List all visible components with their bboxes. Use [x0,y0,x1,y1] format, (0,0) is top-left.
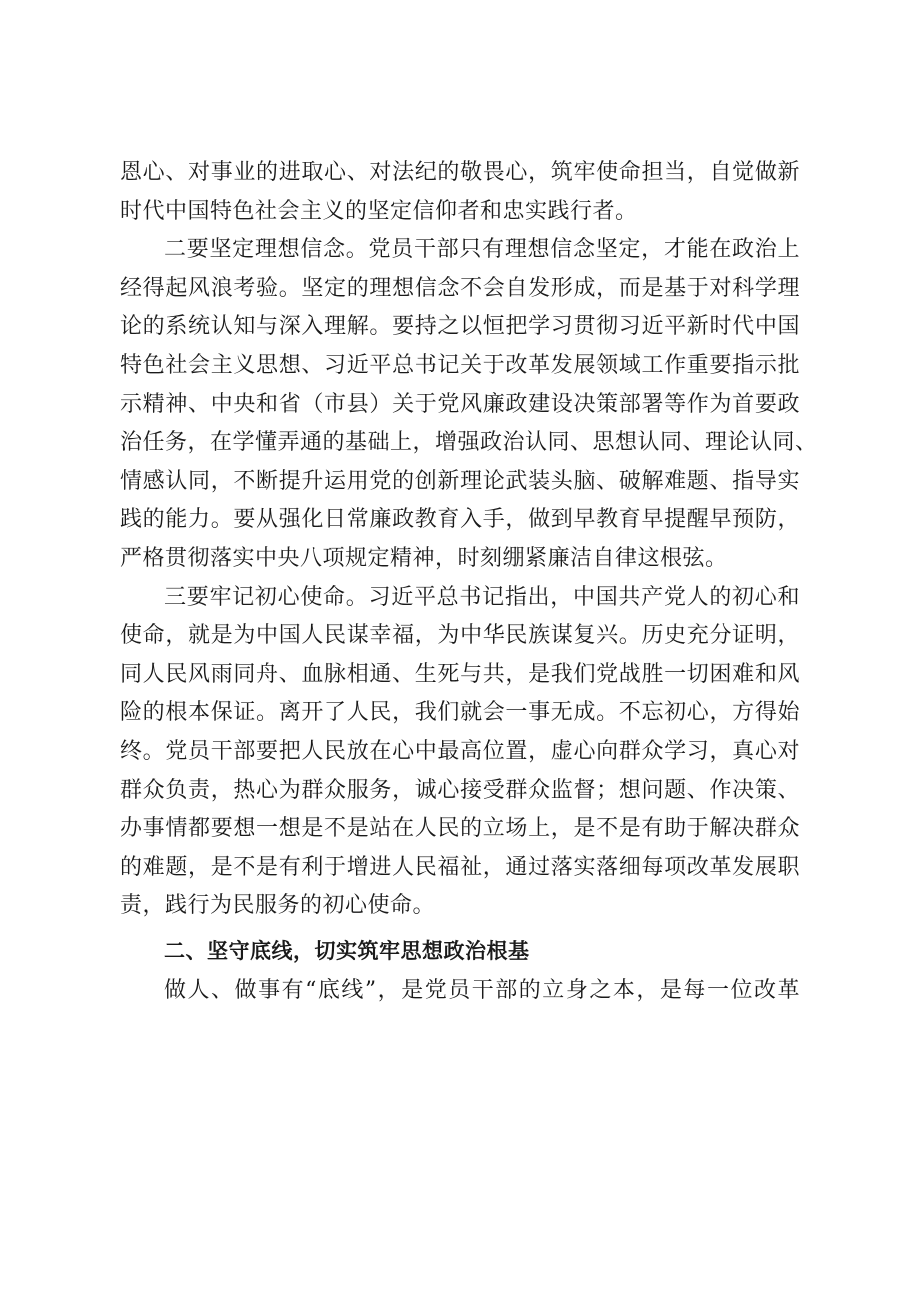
text-line: 时代中国特色社会主义的坚定信仰者和忠实践行者。 [120,198,638,224]
text-line: 情感认同，不断提升运用党的创新理论武装头脑、破解难题、指导实 [120,468,800,494]
text-line: 论的系统认知与深入理解。要持之以恒把学习贯彻习近平新时代中国 [120,314,800,340]
text-line: 治任务，在学懂弄通的基础上，增强政治认同、思想认同、理论认同、 [120,430,818,456]
text-line: 做人、做事有“底线”，是党员干部的立身之本，是每一位改革 [164,977,800,1003]
text-line: 办事情都要想一想是不是站在人民的立场上，是不是有助于解决群众 [120,816,800,842]
text-line: 终。党员干部要把人民放在心中最高位置，虚心向群众学习，真心对 [120,738,800,764]
text-line: 特色社会主义思想、习近平总书记关于改革发展领域工作重要指示批 [120,352,800,378]
text-line: 使命，就是为中国人民谋幸福，为中华民族谋复兴。历史充分证明， [120,623,800,649]
text-line: 示精神、中央和省（市县）关于党风廉政建设决策部署等作为首要政 [120,391,800,417]
text-line: 责，践行为民服务的初心使命。 [120,893,436,919]
text-line: 三要牢记初心使命。习近平总书记指出，中国共产党人的初心和 [164,584,800,610]
text-line: 严格贯彻落实中央八项规定精神，时刻绷紧廉洁自律这根弦。 [120,545,728,571]
text-line: 经得起风浪考验。坚定的理想信念不会自发形成，而是基于对科学理 [120,275,800,301]
document-body [120,154,818,1010]
text-line: 同人民风雨同舟、血脉相通、生死与共，是我们党战胜一切困难和风 [120,661,800,687]
text-line: 群众负责，热心为群众服务，诚心接受群众监督；想问题、作决策、 [120,777,800,803]
text-line: 险的根本保证。离开了人民，我们就会一事无成。不忘初心，方得始 [120,700,800,726]
paragraph-continuation [120,154,800,231]
text-line: 的难题，是不是有利于增进人民福祉，通过落实落细每项改革发展职 [120,854,800,880]
text-line: 践的能力。要从强化日常廉政教育入手，做到早教育早提醒早预防， [120,507,800,533]
text-line: 二要坚定理想信念。党员干部只有理想信念坚定，才能在政治上 [164,237,800,263]
section-heading: 二、坚守底线，切实筑牢思想政治根基 [164,938,530,963]
text-line: 恩心、对事业的进取心、对法纪的敬畏心，筑牢使命担当，自觉做新 [120,160,800,185]
paragraph-ideals-and-convictions [120,231,818,578]
paragraph-original-mission [120,579,800,926]
